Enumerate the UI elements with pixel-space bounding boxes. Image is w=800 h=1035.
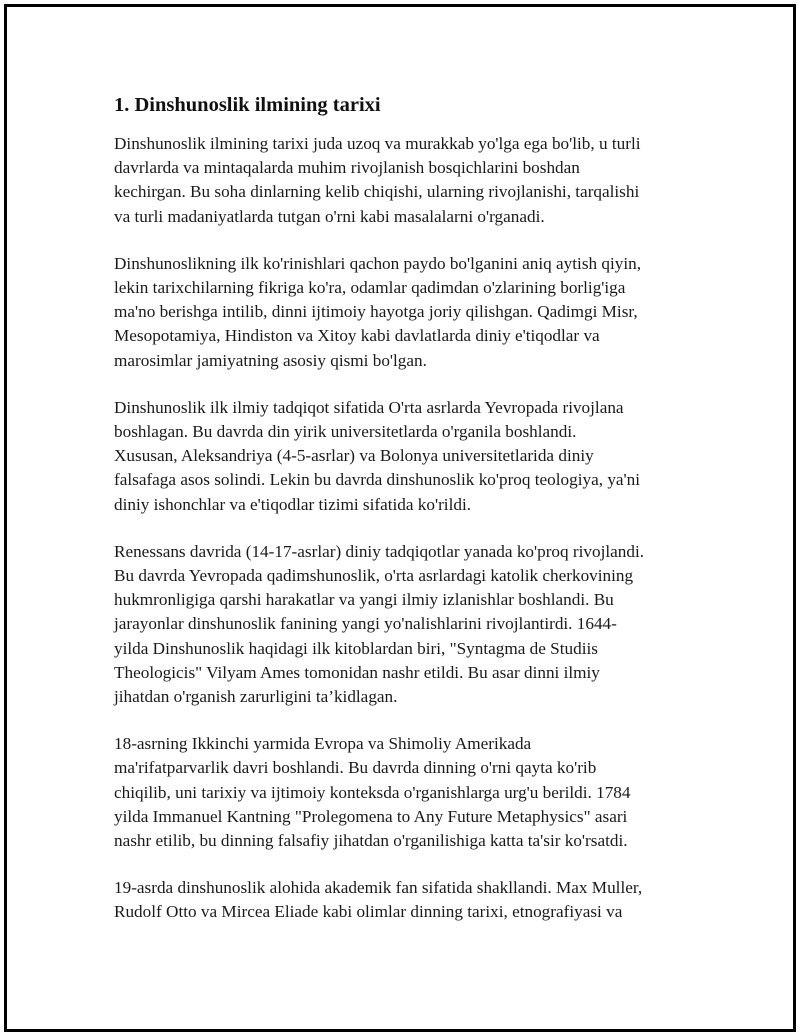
text-line: nashr etilib, bu dinning falsafiy jihatdan o'rganilishiga katta ta'sir ko'rsatdi.: [114, 831, 628, 851]
text-line: Dinshunoslik ilmining tarixi juda uzoq va murakkab yo'lga ega bo'lib, u turli: [114, 134, 641, 153]
section-heading: 1. Dinshunoslik ilmining tarixi: [114, 94, 381, 116]
paragraph-2: [114, 252, 694, 373]
text-line: Bu davrda Yevropada qadimshunoslik, o'rta asrlardagi katolik cherkovining: [114, 566, 634, 586]
paragraph-3: [114, 396, 694, 517]
text-line: va turli madaniyatlarda tutgan o'rni kabi masalalarni o'rganadi.: [114, 206, 545, 226]
text-line: yilda Immanuel Kantning "Prolegomena to Any Future Metaphysics" asari: [114, 806, 628, 826]
text-line: Mesopotamiya, Hindiston va Xitoy kabi davlatlarda diniy e'tiqodlar va: [114, 326, 600, 346]
text-line: diniy ishonchlar va e'tiqodlar tizimi sifatida ko'rildi.: [114, 494, 472, 514]
text-line: marosimlar jamiyatning asosiy qismi bo'lgan.: [114, 350, 427, 370]
text-line: yilda Dinshunoslik haqidagi ilk kitoblardan biri, "Syntagma de Studiis: [114, 638, 598, 658]
paragraph-1: [114, 132, 694, 229]
text-line: Theologicis" Vilyam Ames tomonidan nashr etildi. Bu asar dinni ilmiy: [114, 662, 600, 682]
text-line: jarayonlar dinshunoslik fanining yangi yo'nalishlarini rivojlantirdi. 1644-: [114, 614, 617, 634]
paragraph-4: [114, 540, 694, 709]
text-line: jihatdan o'rganish zarurligini ta’kidlagan.: [114, 687, 398, 707]
text-line: Dinshunoslik ilk ilmiy tadqiqot sifatida O'rta asrlarda Yevropada rivojlana: [114, 397, 624, 417]
document-body: [114, 92, 694, 948]
text-line: boshlagan. Bu davrda din yirik universitetlarda o'rganila boshlandi.: [114, 422, 577, 442]
text-line: lekin tarixchilarning fikriga ko'ra, odamlar qadimdan o'zlarining borlig'iga: [114, 278, 626, 298]
text-line: davrlarda va mintaqalarda muhim rivojlanish bosqichlarini boshdan: [114, 158, 580, 178]
paragraph-6: [114, 876, 694, 924]
text-line: hukmronligiga qarshi harakatlar va yangi ilmiy izlanishlar boshlandi. Bu: [114, 590, 614, 610]
text-line: kechirgan. Bu soha dinlarning kelib chiqishi, ularning rivojlanishi, tarqalishi: [114, 182, 640, 202]
text-line: Rudolf Otto va Mircea Eliade kabi olimlar dinning tarixi, etnografiyasi va: [114, 902, 623, 922]
text-line: ma'no berishga intilib, dinni ijtimoiy hayotga joriy qilishgan. Qadimgi Misr,: [114, 302, 638, 322]
text-line: Xususan, Aleksandriya (4-5-asrlar) va Bolonya universitetlarida diniy: [114, 446, 594, 466]
text-line: chiqilib, uni tarixiy va ijtimoiy konteksda o'rganishlarga urg'u berildi. 1784: [114, 782, 631, 802]
paragraph-5: [114, 732, 694, 853]
text-line: 19-asrda dinshunoslik alohida akademik fan sifatida shakllandi. Max Muller,: [114, 878, 643, 898]
text-line: falsafaga asos solindi. Lekin bu davrda dinshunoslik ko'proq teologiya, ya'ni: [114, 470, 641, 490]
text-line: 18-asrning Ikkinchi yarmida Evropa va Shimoliy Amerikada: [114, 734, 532, 754]
text-line: Renessans davrida (14-17-asrlar) diniy tadqiqotlar yanada ko'proq rivojlandi.: [114, 541, 645, 561]
text-line: Dinshunoslikning ilk ko'rinishlari qachon paydo bo'lganini aniq aytish qiyin,: [114, 253, 642, 273]
text-line: ma'rifatparvarlik davri boshlandi. Bu davrda dinning o'rni qayta ko'rib: [114, 758, 597, 778]
